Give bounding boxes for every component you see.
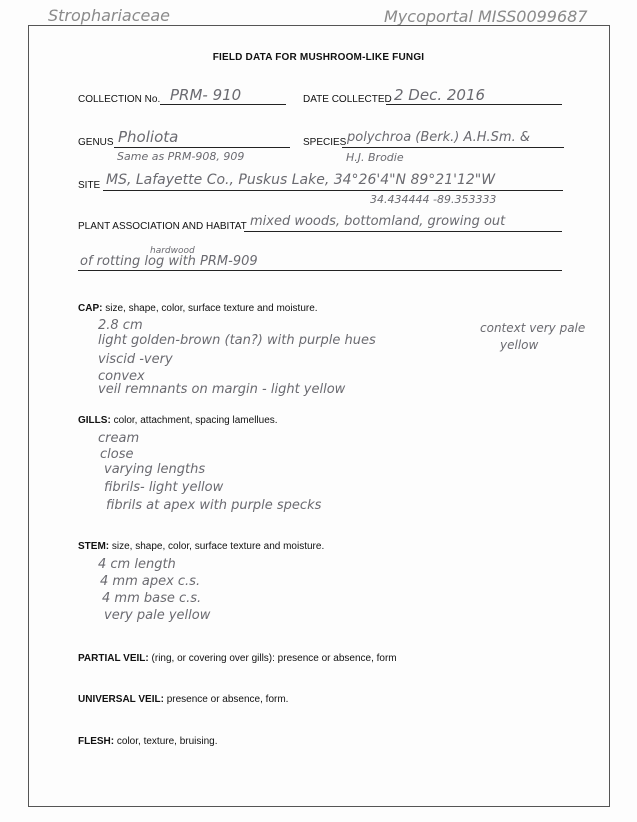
species-value: polychroa (Berk.) A.H.Sm. & — [347, 130, 530, 145]
collection-label: COLLECTION No. — [78, 94, 161, 105]
gills-note: close — [100, 447, 134, 462]
gills-note: varying lengths — [104, 462, 206, 477]
genus-label: GENUS — [78, 137, 114, 148]
site-label: SITE — [78, 180, 101, 191]
site-value: MS, Lafayette Co., Puskus Lake, 34°26'4"N 89°21'12"W — [106, 172, 496, 188]
collection-line — [160, 104, 286, 105]
genus-line — [114, 147, 290, 148]
date-label: DATE COLLECTED — [303, 94, 392, 105]
habitat-value-2: of rotting log with PRM-909 — [80, 254, 258, 269]
cap-side-note: context very pale — [480, 321, 586, 335]
site-coords: 34.434444 -89.353333 — [370, 193, 497, 206]
genus-note: Same as PRM-908, 909 — [117, 150, 245, 163]
habitat-line-2 — [78, 270, 562, 271]
collection-value: PRM- 910 — [170, 86, 242, 104]
species-label: SPECIES — [303, 137, 347, 148]
stem-note: 4 mm base c.s. — [102, 591, 202, 606]
species-note: H.J. Brodie — [346, 151, 404, 164]
date-value: 2 Dec. 2016 — [394, 86, 486, 104]
species-line — [342, 147, 564, 148]
genus-value: Pholiota — [118, 128, 179, 146]
habitat-insert: hardwood — [150, 246, 195, 256]
flesh-heading: FLESH: color, texture, bruising. — [78, 736, 218, 747]
stem-note: 4 mm apex c.s. — [100, 574, 201, 589]
site-line — [103, 190, 563, 191]
gills-note: fibrils at apex with purple specks — [106, 498, 322, 513]
stem-heading: STEM: size, shape, color, surface texture and moisture. — [78, 541, 325, 552]
stem-note: 4 cm length — [98, 557, 176, 572]
gills-note: fibrils- light yellow — [104, 480, 224, 495]
habitat-value-1: mixed woods, bottomland, growing out — [250, 214, 506, 229]
cap-note: 2.8 cm — [98, 318, 143, 333]
cap-note: viscid -very — [98, 352, 173, 367]
stem-note: very pale yellow — [104, 608, 211, 623]
universal-veil-heading: UNIVERSAL VEIL: presence or absence, form. — [78, 694, 289, 705]
cap-note: veil remnants on margin - light yellow — [98, 382, 346, 397]
catalog-annotation: Mycoportal MISS0099687 — [384, 7, 588, 26]
cap-side-note: yellow — [500, 338, 539, 352]
cap-heading: CAP: size, shape, color, surface texture and moisture. — [78, 303, 318, 314]
cap-note: light golden-brown (tan?) with purple hues — [98, 333, 376, 348]
form-title: FIELD DATA FOR MUSHROOM-LIKE FUNGI — [212, 52, 425, 63]
date-line — [386, 104, 562, 105]
family-annotation: Strophariaceae — [48, 6, 171, 25]
partial-veil-heading: PARTIAL VEIL: (ring, or covering over gills): presence or absence, form — [78, 653, 397, 664]
cap-note: convex — [98, 369, 145, 384]
gills-heading: GILLS: color, attachment, spacing lamellues. — [78, 415, 278, 426]
habitat-label: PLANT ASSOCIATION AND HABITAT — [78, 221, 247, 232]
gills-note: cream — [98, 431, 140, 446]
habitat-line-1 — [244, 231, 562, 232]
